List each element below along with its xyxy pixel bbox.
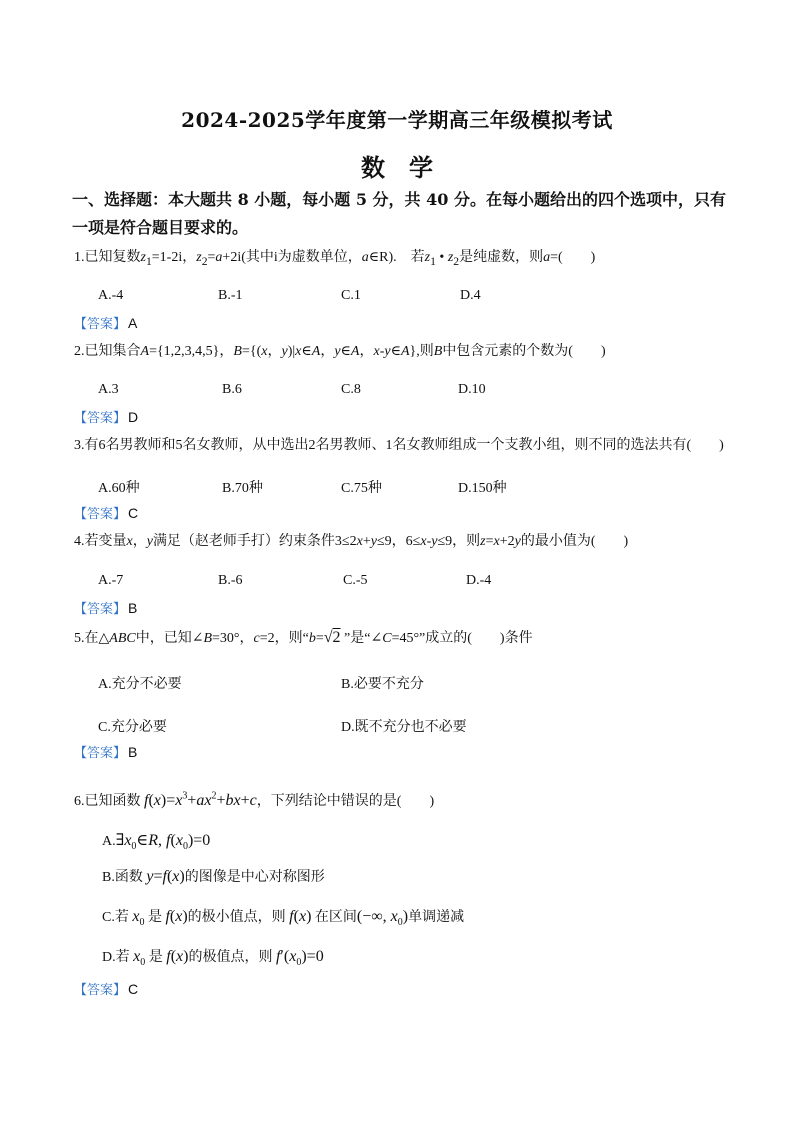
question-3-option-d: D.150种 — [458, 481, 507, 496]
question-1-option-a: A.-4 — [98, 288, 124, 303]
question-2-option-a: A.3 — [98, 382, 119, 397]
question-4-option-a: A.-7 — [98, 573, 124, 588]
question-6-option-c: C.若 $x_0$ 是 f(x)的极小值点，则 f(x) 在区间(−∞, $x_0$)单调递减 — [102, 908, 465, 929]
question-1-option-b: B.-1 — [218, 288, 243, 303]
question-5-option-b: B.必要不充分 — [341, 677, 424, 692]
question-5-stem: 5.在△ABC中，已知∠B=30°，c=2，则“b=√2 ”是“∠C=45°”成立的( )条件 — [74, 629, 533, 646]
section-header: 一、选择题：本大题共 8 小题，每小题 5 分，共 40 分。在每小题给出的四个选项中，只有一项是符合题目要求的。 — [72, 190, 726, 237]
question-4-option-d: D.-4 — [466, 573, 492, 588]
question-4-stem: 4.若变量x，y满足（赵老师手打）约束条件3≤2x+y≤9，6≤x-y≤9，则z=x+2y的最小值为( ) — [74, 534, 629, 549]
question-3-stem: 3.有6名男教师和5名女教师，从中选出2名男教师、1名女教师组成一个支教小组，则不同的选法共有( ) — [74, 438, 724, 453]
question-2-option-d: D.10 — [458, 382, 486, 397]
question-4-answer: 【答案】 B — [74, 600, 138, 617]
question-3-option-c: C.75种 — [341, 481, 382, 496]
question-6-option-d: D.若 $x_0$ 是 f(x)的极值点，则 $f'(x_0)=0$ — [102, 948, 324, 969]
question-5-option-c: C.充分必要 — [98, 720, 167, 735]
question-5-answer: 【答案】 B — [74, 744, 138, 761]
question-3-answer: 【答案】 C — [74, 505, 139, 522]
subject-title: 数 学 — [361, 153, 433, 182]
question-2-answer: 【答案】 D — [74, 409, 139, 426]
question-5-option-a: A.充分不必要 — [98, 677, 182, 692]
question-4-option-c: C.-5 — [343, 573, 368, 588]
question-1-option-c: C.1 — [341, 288, 361, 303]
question-6-stem: 6.已知函数 $f(x)=x^3+ax^2+bx+c$，下列结论中错误的是( ) — [74, 790, 435, 809]
question-6-option-b: B.函数 y=f(x)的图像是中心对称图形 — [102, 868, 325, 885]
question-2-option-b: B.6 — [222, 382, 242, 397]
question-1-answer: 【答案】 A — [74, 315, 138, 332]
question-1-stem: 1.已知复数$z_1=1-2i$，$z_2=a+2i$(其中i为虚数单位，a∈R). 若$z_1$ • $z_2$是纯虚数，则a=( ) — [74, 250, 596, 268]
exam-title: 2024-2025学年度第一学期高三年级模拟考试 — [181, 108, 613, 132]
question-3-option-b: B.70种 — [222, 481, 263, 496]
question-2-stem: 2.已知集合A={1,2,3,4,5}，B={(x，y)|x∈A，y∈A，x-y∈A},则B中包含元素的个数为( ) — [74, 344, 606, 359]
question-4-option-b: B.-6 — [218, 573, 243, 588]
question-3-option-a: A.60种 — [98, 481, 140, 496]
question-6-answer: 【答案】 C — [74, 981, 139, 998]
question-5-option-d: D.既不充分也不必要 — [341, 720, 467, 735]
question-2-option-c: C.8 — [341, 382, 361, 397]
question-1-option-d: D.4 — [460, 288, 481, 303]
question-6-option-a: $A.\exists x_0\in R$, $f(x_0)=0$ — [102, 832, 211, 853]
